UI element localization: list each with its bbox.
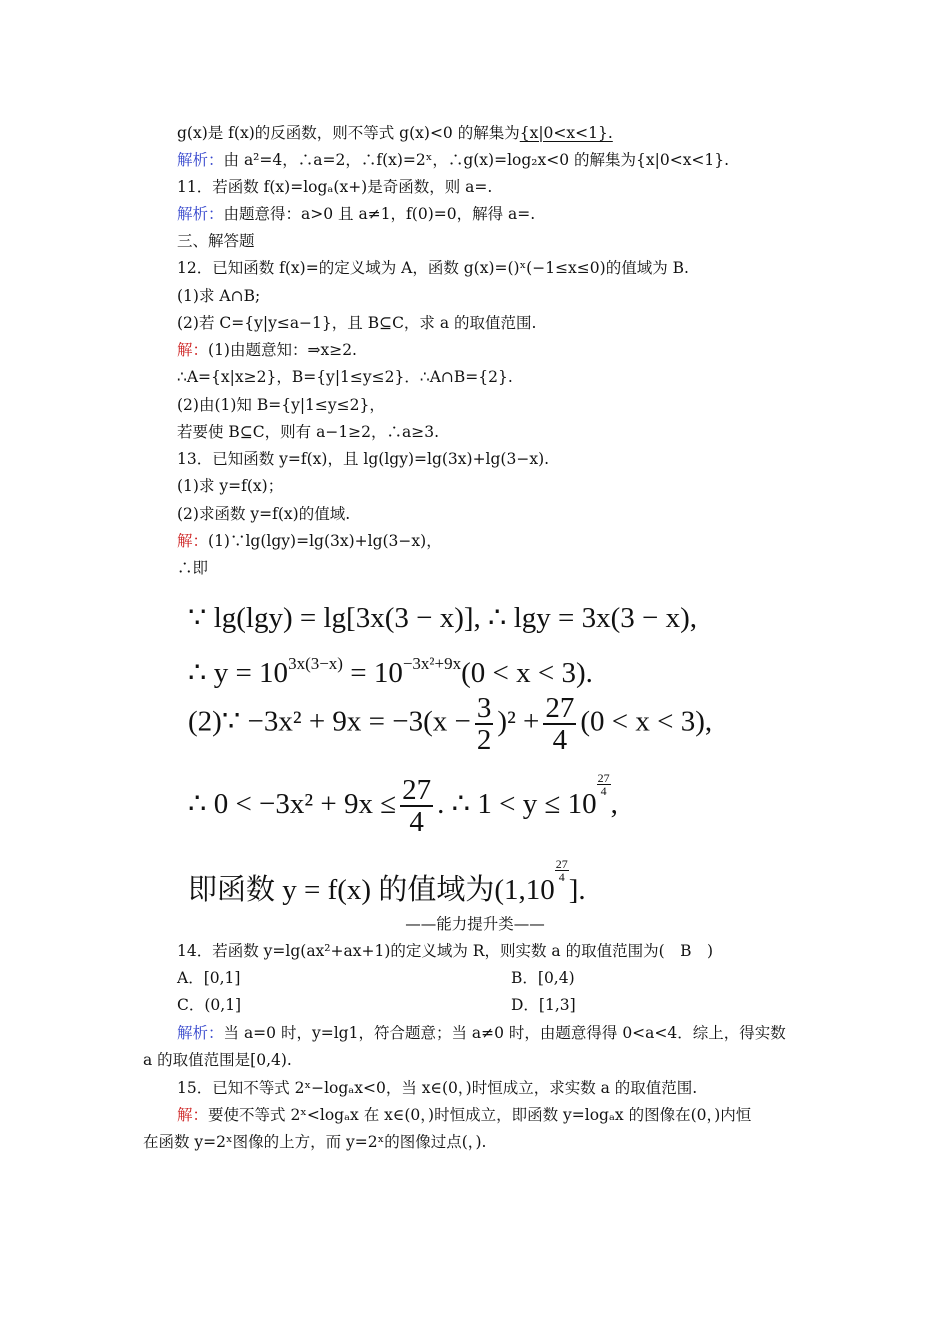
line-11: (2)由(1)知 B={y|1≤y≤2}， bbox=[177, 396, 385, 414]
math-exponent: −3x²+9x bbox=[402, 654, 462, 673]
line-10: ∴A={x|x≥2}，B={y|1≤y≤2}．∴A∩B={2}. bbox=[177, 368, 513, 386]
denominator: 2 bbox=[476, 724, 492, 756]
analysis-text: 由题意得：a>0 且 a≠1，f(0)=0，解得 a=. bbox=[223, 205, 536, 223]
question-13: 13．已知函数 y=f(x)，且 lg(lgy)=lg(3x)+lg(3−x). bbox=[177, 450, 550, 468]
analysis-tag: 解析： bbox=[177, 205, 224, 223]
math-text: 即函数 y = f(x) 的值域为(1,10 bbox=[188, 874, 555, 906]
denominator: 4 bbox=[558, 870, 565, 884]
analysis-tag: 解析： bbox=[177, 1024, 224, 1042]
math-text: (0 < x < 3). bbox=[461, 657, 593, 689]
solution-text: 要使不等式 2ˣ<logₐx 在 x∈(0，)时恒成立，即函数 y=logₐx 的图像在(0，)内恒 bbox=[208, 1106, 752, 1124]
numerator: 27 bbox=[402, 774, 432, 807]
numerator: 27 bbox=[545, 692, 575, 724]
answer-underlined: {x|0<x<1}. bbox=[519, 124, 613, 142]
question-13-part-2: (2)求函数 y=f(x)的值域. bbox=[177, 505, 351, 523]
math-line-1: ∵ lg(lgy) = lg[3x(3 − x)], ∴ lgy = 3x(3 − x), bbox=[188, 602, 698, 634]
math-line-3 bbox=[188, 693, 712, 755]
option-c: C．(0,1] bbox=[177, 996, 242, 1014]
q14-explanation-line-1 bbox=[177, 1023, 786, 1043]
line-16 bbox=[177, 531, 442, 551]
option-a: A．[0,1] bbox=[177, 969, 241, 987]
solution-tag: 解： bbox=[177, 532, 209, 550]
math-text: , bbox=[610, 788, 618, 820]
math-text: )² + bbox=[497, 705, 540, 738]
analysis-text: 当 a=0 时，y=lg1，符合题意；当 a≠0 时，由题意得得 0<a<4．综上，得实数 bbox=[223, 1024, 786, 1042]
numerator: 3 bbox=[476, 692, 492, 724]
denominator: 4 bbox=[409, 806, 424, 839]
option-d: D．[1,3] bbox=[511, 996, 576, 1014]
math-line-5 bbox=[188, 858, 586, 907]
numerator: 27 bbox=[597, 771, 610, 785]
analysis-text: 由 a²=4，∴a=2，∴f(x)=2ˣ，∴g(x)=log₂x<0 的解集为{x|0<x<1}. bbox=[223, 151, 730, 169]
line-9 bbox=[177, 340, 357, 360]
question-13-part-1: (1)求 y=f(x)； bbox=[177, 477, 284, 495]
fraction bbox=[543, 693, 576, 755]
solution-text: (1)由题意知：⇒x≥2. bbox=[208, 341, 357, 359]
fraction bbox=[475, 693, 494, 755]
question-14: 14．若函数 y=lg(ax²+ax+1)的定义域为 R，则实数 a 的取值范围为( B ) bbox=[177, 942, 714, 960]
math-text: ∴ 0 < −3x² + 9x ≤ bbox=[188, 788, 397, 820]
numerator: 27 bbox=[555, 857, 568, 871]
line-12: 若要使 B⊆C，则有 a−1≥2，∴a≥3. bbox=[177, 423, 440, 441]
denominator: 4 bbox=[552, 724, 568, 756]
q15-solution-line-2: 在函数 y=2ˣ图像的上方，而 y=2ˣ的图像过点(，). bbox=[143, 1133, 487, 1151]
exponent-fraction bbox=[555, 858, 569, 883]
option-b: B．[0,4) bbox=[511, 969, 575, 987]
math-text: . ∴ 1 < y ≤ 10 bbox=[437, 788, 597, 820]
section-title: ——能力提升类—— bbox=[405, 915, 545, 933]
math-text: ]. bbox=[568, 874, 586, 906]
q14-explanation-line-2: a 的取值范围是[0,4). bbox=[143, 1051, 292, 1069]
q15-solution-line-1 bbox=[177, 1105, 751, 1125]
line-4 bbox=[177, 204, 535, 224]
math-exponent: 3x(3−x) bbox=[288, 654, 343, 673]
math-line-4 bbox=[188, 772, 618, 837]
math-text: = 10 bbox=[342, 657, 403, 689]
analysis-tag: 解析： bbox=[177, 151, 224, 169]
section-heading: 三、解答题 bbox=[177, 232, 255, 250]
question-12: 12．已知函数 f(x)=的定义域为 A，函数 g(x)=()ˣ(−1≤x≤0)的值域为 B. bbox=[177, 259, 689, 277]
line-2 bbox=[177, 150, 729, 170]
question-11: 11．若函数 f(x)=logₐ(x+)是奇函数，则 a=. bbox=[177, 178, 493, 196]
question-12-part-2: (2)若 C={y|y≤a−1}，且 B⊆C，求 a 的取值范围. bbox=[177, 314, 537, 332]
fraction bbox=[400, 775, 433, 837]
question-15: 15．已知不等式 2ˣ−logₐx<0，当 x∈(0，)时恒成立，求实数 a 的取值范围. bbox=[177, 1079, 698, 1097]
question-12-part-1: (1)求 A∩B; bbox=[177, 287, 261, 305]
exponent-fraction bbox=[597, 772, 611, 797]
solution-text: (1)∵lg(lgy)=lg(3x)+lg(3−x)， bbox=[208, 532, 442, 550]
line-17: ∴即 bbox=[177, 559, 209, 577]
math-text: (2)∵ −3x² + 9x = −3(x − bbox=[188, 705, 471, 738]
line-1 bbox=[177, 123, 613, 143]
math-text: ∴ y = 10 bbox=[188, 657, 289, 689]
denominator: 4 bbox=[600, 784, 607, 798]
math-text: (0 < x < 3), bbox=[580, 705, 713, 738]
line-1-text: g(x)是 f(x)的反函数，则不等式 g(x)<0 的解集为 bbox=[177, 124, 520, 142]
solution-tag: 解： bbox=[177, 341, 209, 359]
math-line-2 bbox=[188, 647, 593, 690]
solution-tag: 解： bbox=[177, 1106, 209, 1124]
